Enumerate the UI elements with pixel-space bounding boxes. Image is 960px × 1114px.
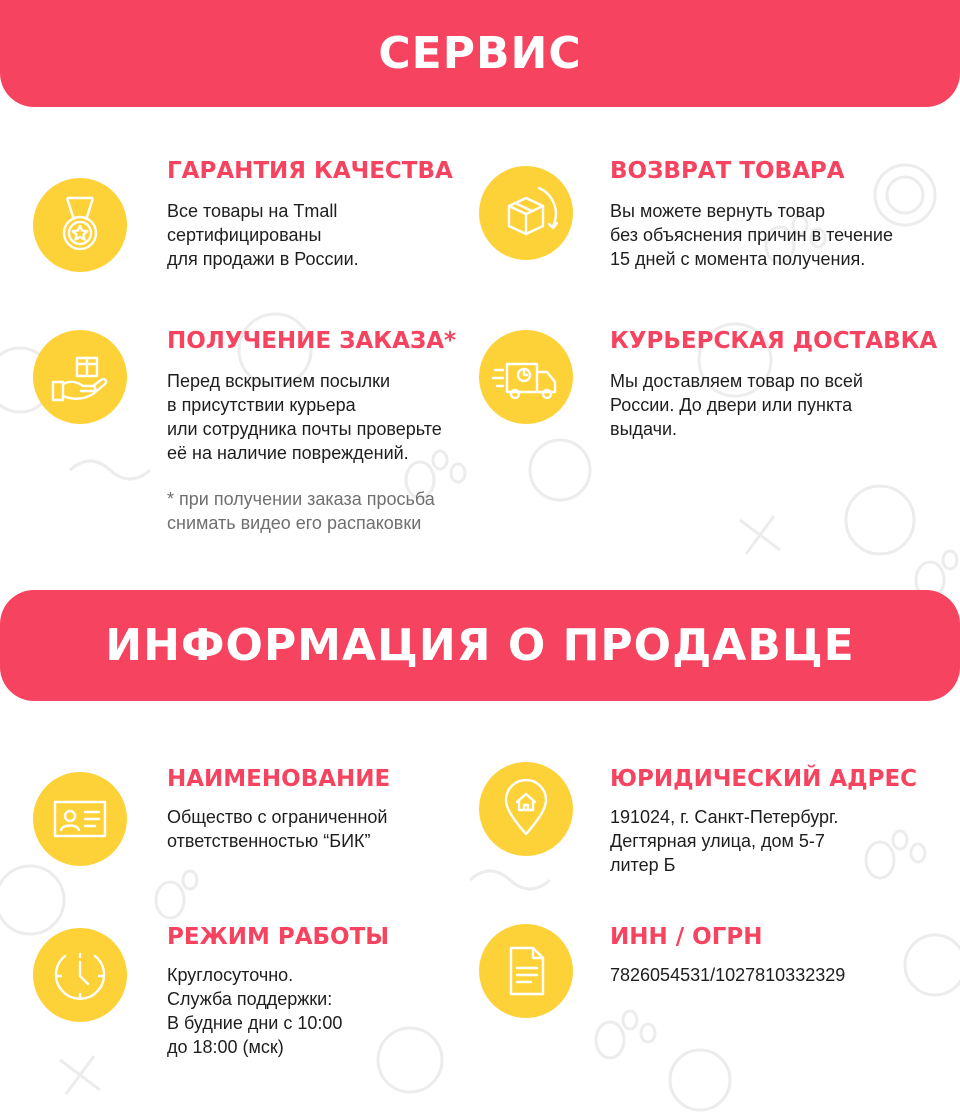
quality-title: ГАРАНТИЯ КАЧЕСТВА (167, 158, 453, 184)
service-heading: СЕРВИС (378, 28, 582, 79)
quality-text: Все товары на Tmall сертифицированы для продажи в России. (167, 201, 359, 269)
legal-address-text: 191024, г. Санкт-Петербург. Дегтярная улица, дом 5-7 литер Б (610, 807, 839, 875)
document-icon (479, 924, 573, 1018)
hand-package-icon (33, 330, 127, 424)
working-hours-text: Круглосуточно. Служба поддержки: В будние дни с 10:00 до 18:00 (мск) (167, 965, 343, 1057)
company-name-text: Общество с ограниченной ответственностью “БИК” (167, 807, 388, 851)
id-card-icon (33, 772, 127, 866)
return-text: Вы можете вернуть товар без объяснения причин в течение 15 дней с момента получения. (610, 201, 893, 269)
seller-banner (0, 590, 960, 701)
seller-heading: ИНФОРМАЦИЯ О ПРОДАВЦЕ (105, 620, 855, 671)
inn-ogrn-text: 7826054531/1027810332329 (610, 965, 846, 985)
service-banner (0, 0, 960, 107)
location-pin-icon (479, 762, 573, 856)
courier-text: Мы доставляем товар по всей России. До двери или пункта выдачи. (610, 371, 863, 439)
pickup-note: * при получении заказа просьба снимать видео его распаковки (167, 489, 435, 533)
medal-icon (33, 178, 127, 272)
return-title: ВОЗВРАТ ТОВАРА (610, 158, 845, 184)
delivery-truck-icon (479, 330, 573, 424)
courier-title: КУРЬЕРСКАЯ ДОСТАВКА (610, 328, 938, 354)
pickup-title: ПОЛУЧЕНИЕ ЗАКАЗА* (167, 328, 457, 354)
company-name-title: НАИМЕНОВАНИЕ (167, 766, 391, 792)
inn-ogrn-title: ИНН / ОГРН (610, 924, 763, 950)
clock-icon (33, 928, 127, 1022)
legal-address-title: ЮРИДИЧЕСКИЙ АДРЕС (610, 766, 918, 792)
pickup-text: Перед вскрытием посылки в присутствии курьера или сотрудника почты проверьте её на наличие повреждений. (167, 371, 442, 463)
working-hours-title: РЕЖИМ РАБОТЫ (167, 924, 390, 950)
return-box-icon (479, 166, 573, 260)
